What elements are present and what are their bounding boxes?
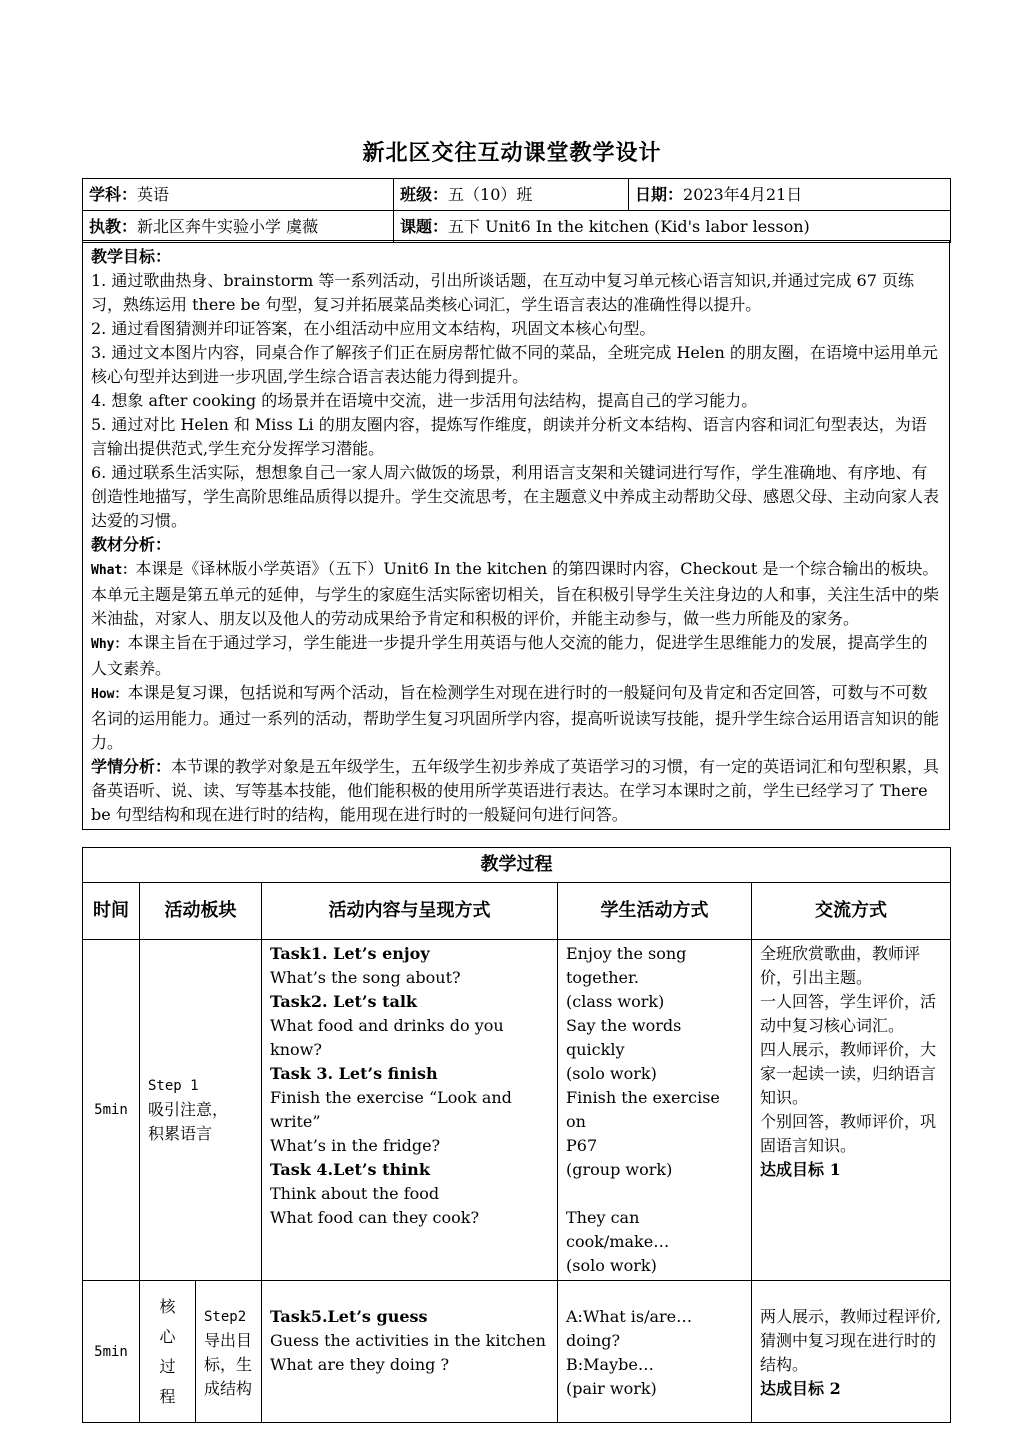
analysis-why <box>91 631 941 681</box>
learners-analysis <box>91 755 941 827</box>
page-title: 新北区交往互动课堂教学设计 <box>362 140 662 166</box>
column-header-content: 活动内容与呈现方式 <box>262 883 558 940</box>
student-activity-line: B:Maybe… <box>566 1355 654 1374</box>
teacher-label: 执教： <box>89 216 138 236</box>
row2-student <box>558 1281 752 1423</box>
task-line: Task 3. Let’s finish <box>270 1064 438 1083</box>
row1-step-line: 吸引注意， <box>148 1100 229 1119</box>
row1-time: 5min <box>83 940 140 1281</box>
row1-step <box>140 940 262 1281</box>
task-line: Guess the activities in the kitchen <box>270 1331 546 1350</box>
why-tag: Why： <box>91 637 128 652</box>
row2-core-char: 过 <box>159 1356 176 1376</box>
row1-goal: 达成目标 1 <box>760 1160 841 1179</box>
goal-item-2: 2. 通过看图猜测并印证答案，在小组活动中应用文本结构，巩固文本核心句型。 <box>91 319 656 338</box>
task-line: What’s in the fridge? <box>270 1136 441 1155</box>
grade-value: 五（10）班 <box>448 184 533 204</box>
student-activity-line: Finish the exercise on <box>566 1088 720 1131</box>
subject-label: 学科： <box>89 184 138 204</box>
info-table <box>82 178 951 243</box>
what-text: 本课是《译林版小学英语》（五下）Unit6 In the kitchen 的第四课时内容，Checkout 是一个综合输出的板块。本单元主题是第五单元的延伸，与学生的家庭生活实际密切相关，旨在积极引导学生关注身边的人和事，关注生活中的柴米油盐，对家人、朋友以及他人的劳动成果给予肯定和积极的评价，并能主动参与，做一些力所能及的家务。 <box>91 559 940 628</box>
student-activity-line: (solo work) <box>566 1064 657 1083</box>
student-activity-line: They can cook/make… <box>566 1208 670 1251</box>
row2-exchange-text: 两人展示，教师过程评价,猜测中复习现在进行时的结构。 <box>760 1307 942 1374</box>
process-table <box>82 847 951 1423</box>
task-line: What’s the song about? <box>270 968 461 987</box>
row1-step-line: 积累语言 <box>148 1124 213 1143</box>
student-activity-line: Enjoy the song together. <box>566 944 687 987</box>
task-line: What food can they cook? <box>270 1208 480 1227</box>
teacher-cell <box>83 211 394 243</box>
date-label: 日期： <box>635 184 684 204</box>
grade-cell <box>394 179 629 211</box>
subject-value: 英语 <box>137 184 170 204</box>
column-header-exchange: 交流方式 <box>752 883 951 940</box>
goals-heading: 教学目标： <box>91 247 172 266</box>
lesson-cell <box>394 211 951 243</box>
row1-exchange-item: 四人展示，教师评价，大家一起读一读，归纳语言知识。 <box>760 1040 937 1107</box>
why-text: 本课主旨在于通过学习，学生能进一步提升学生用英语与他人交流的能力，促进学生思维能力的发展，提高学生的人文素养。 <box>91 633 928 678</box>
how-text: 本课是复习课，包括说和写两个活动，旨在检测学生对现在进行时的一般疑问句及肯定和否定回答，可数与不可数名词的运用能力。通过一系列的活动，帮助学生复习巩固所学内容，提高听说读写技能，提升学生综合运用语言知识的能力。 <box>91 683 940 752</box>
task-line: Task1. Let’s enjoy <box>270 944 430 963</box>
student-activity-line: (pair work) <box>566 1379 657 1398</box>
analysis-what <box>91 557 941 631</box>
column-header-student: 学生活动方式 <box>558 883 752 940</box>
student-activity-line: P67 <box>566 1136 598 1155</box>
task-line: Task 4.Let’s think <box>270 1160 430 1179</box>
task-line: Task5.Let’s guess <box>270 1307 428 1326</box>
teacher-value: 新北区奔牛实验小学 虞薇 <box>137 216 319 236</box>
task-line: What are they doing ? <box>270 1355 450 1374</box>
row2-goal: 达成目标 2 <box>760 1379 841 1398</box>
goal-item-1: 1. 通过歌曲热身、brainstorm 等一系列活动，引出所谈话题，在互动中复习单元核心语言知识,并通过完成 67 页练习，熟练运用 there be 句型，复习并拓展菜品类核心词汇，学生语言表达的准确性得以提升。 <box>91 271 915 314</box>
task-line: Task2. Let’s talk <box>270 992 417 1011</box>
analysis-heading: 教材分析： <box>91 535 172 554</box>
student-activity-line <box>566 1182 743 1206</box>
goals-table <box>82 240 950 830</box>
row1-step-line: Step 1 <box>148 1078 199 1094</box>
row1-exchange-item: 一人回答，学生评价，活动中复习核心词汇。 <box>760 992 937 1035</box>
table-row <box>83 1281 951 1423</box>
student-activity-line: A:What is/are…doing? <box>566 1307 693 1350</box>
row2-content <box>262 1281 558 1423</box>
learners-heading: 学情分析： <box>91 757 172 776</box>
goal-item-6: 6. 通过联系生活实际，想想象自己一家人周六做饭的场景，利用语言支架和关键词进行写作，学生准确地、有序地、有创造性地描写，学生高阶思维品质得以提升。学生交流思考，在主题意义中养成主动帮助父母、感恩父母、主动向家人表达爱的习惯。 <box>91 463 940 530</box>
row2-core-label <box>140 1281 196 1423</box>
row2-core-char: 程 <box>159 1386 176 1406</box>
column-header-module: 活动板块 <box>140 883 262 940</box>
how-tag: How： <box>91 687 128 702</box>
learners-text: 本节课的教学对象是五年级学生，五年级学生初步养成了英语学习的习惯，有一定的英语词汇和句型积累，具备英语听、说、读、写等基本技能，他们能积极的使用所学英语进行表达。在学习本课时之前，学生已经学习了 There be 句型结构和现在进行时的结构，能用现在进行时的一般疑问句进行问答。 <box>91 757 940 824</box>
date-cell <box>629 179 951 211</box>
student-activity-line: (solo work) <box>566 1256 657 1275</box>
goal-item-5: 5. 通过对比 Helen 和 Miss Li 的朋友圈内容，提炼写作维度，朗读并分析文本结构、语言内容和词汇句型表达，为语言输出提供范式,学生充分发挥学习潜能。 <box>91 415 927 458</box>
task-line: Think about the food <box>270 1184 440 1203</box>
row2-step-line: 导出目标，生成结构 <box>204 1331 253 1398</box>
row1-exchange-item: 个别回答，教师评价，巩固语言知识。 <box>760 1112 937 1155</box>
goal-item-4: 4. 想象 after cooking 的场景并在语境中交流，进一步活用句法结构，提高自己的学习能力。 <box>91 391 758 410</box>
grade-label: 班级： <box>400 184 449 204</box>
row2-step-line: Step2 <box>204 1309 247 1325</box>
row1-content <box>262 940 558 1281</box>
row2-exchange <box>752 1281 951 1423</box>
row1-student <box>558 940 752 1281</box>
lesson-label: 课题： <box>400 216 449 236</box>
process-heading: 教学过程 <box>83 848 951 883</box>
column-header-time: 时间 <box>83 883 140 940</box>
task-line: What food and drinks do you know? <box>270 1016 504 1059</box>
row1-exchange-item: 全班欣赏歌曲，教师评价，引出主题。 <box>760 944 921 987</box>
row2-step <box>196 1281 262 1423</box>
student-activity-line: Say the words quickly <box>566 1016 682 1059</box>
row1-exchange <box>752 940 951 1281</box>
row2-core-char: 心 <box>159 1326 176 1346</box>
task-line: Finish the exercise “Look and write” <box>270 1088 512 1131</box>
what-tag: What： <box>91 563 136 578</box>
analysis-how <box>91 681 941 755</box>
date-value: 2023年4月21日 <box>683 184 803 204</box>
lesson-value: 五下 Unit6 In the kitchen (Kid's labor lesson) <box>448 216 810 236</box>
student-activity-line: (class work) <box>566 992 665 1011</box>
goals-cell <box>83 241 950 830</box>
goal-item-3: 3. 通过文本图片内容，同桌合作了解孩子们正在厨房帮忙做不同的菜品，全班完成 Helen 的朋友圈，在语境中运用单元核心句型并达到进一步巩固,学生综合语言表达能力得到提升。 <box>91 343 938 386</box>
row2-time: 5min <box>83 1281 140 1423</box>
row2-core-char: 核 <box>159 1296 176 1316</box>
student-activity-line: (group work) <box>566 1160 673 1179</box>
subject-cell <box>83 179 394 211</box>
table-row <box>83 940 951 1281</box>
